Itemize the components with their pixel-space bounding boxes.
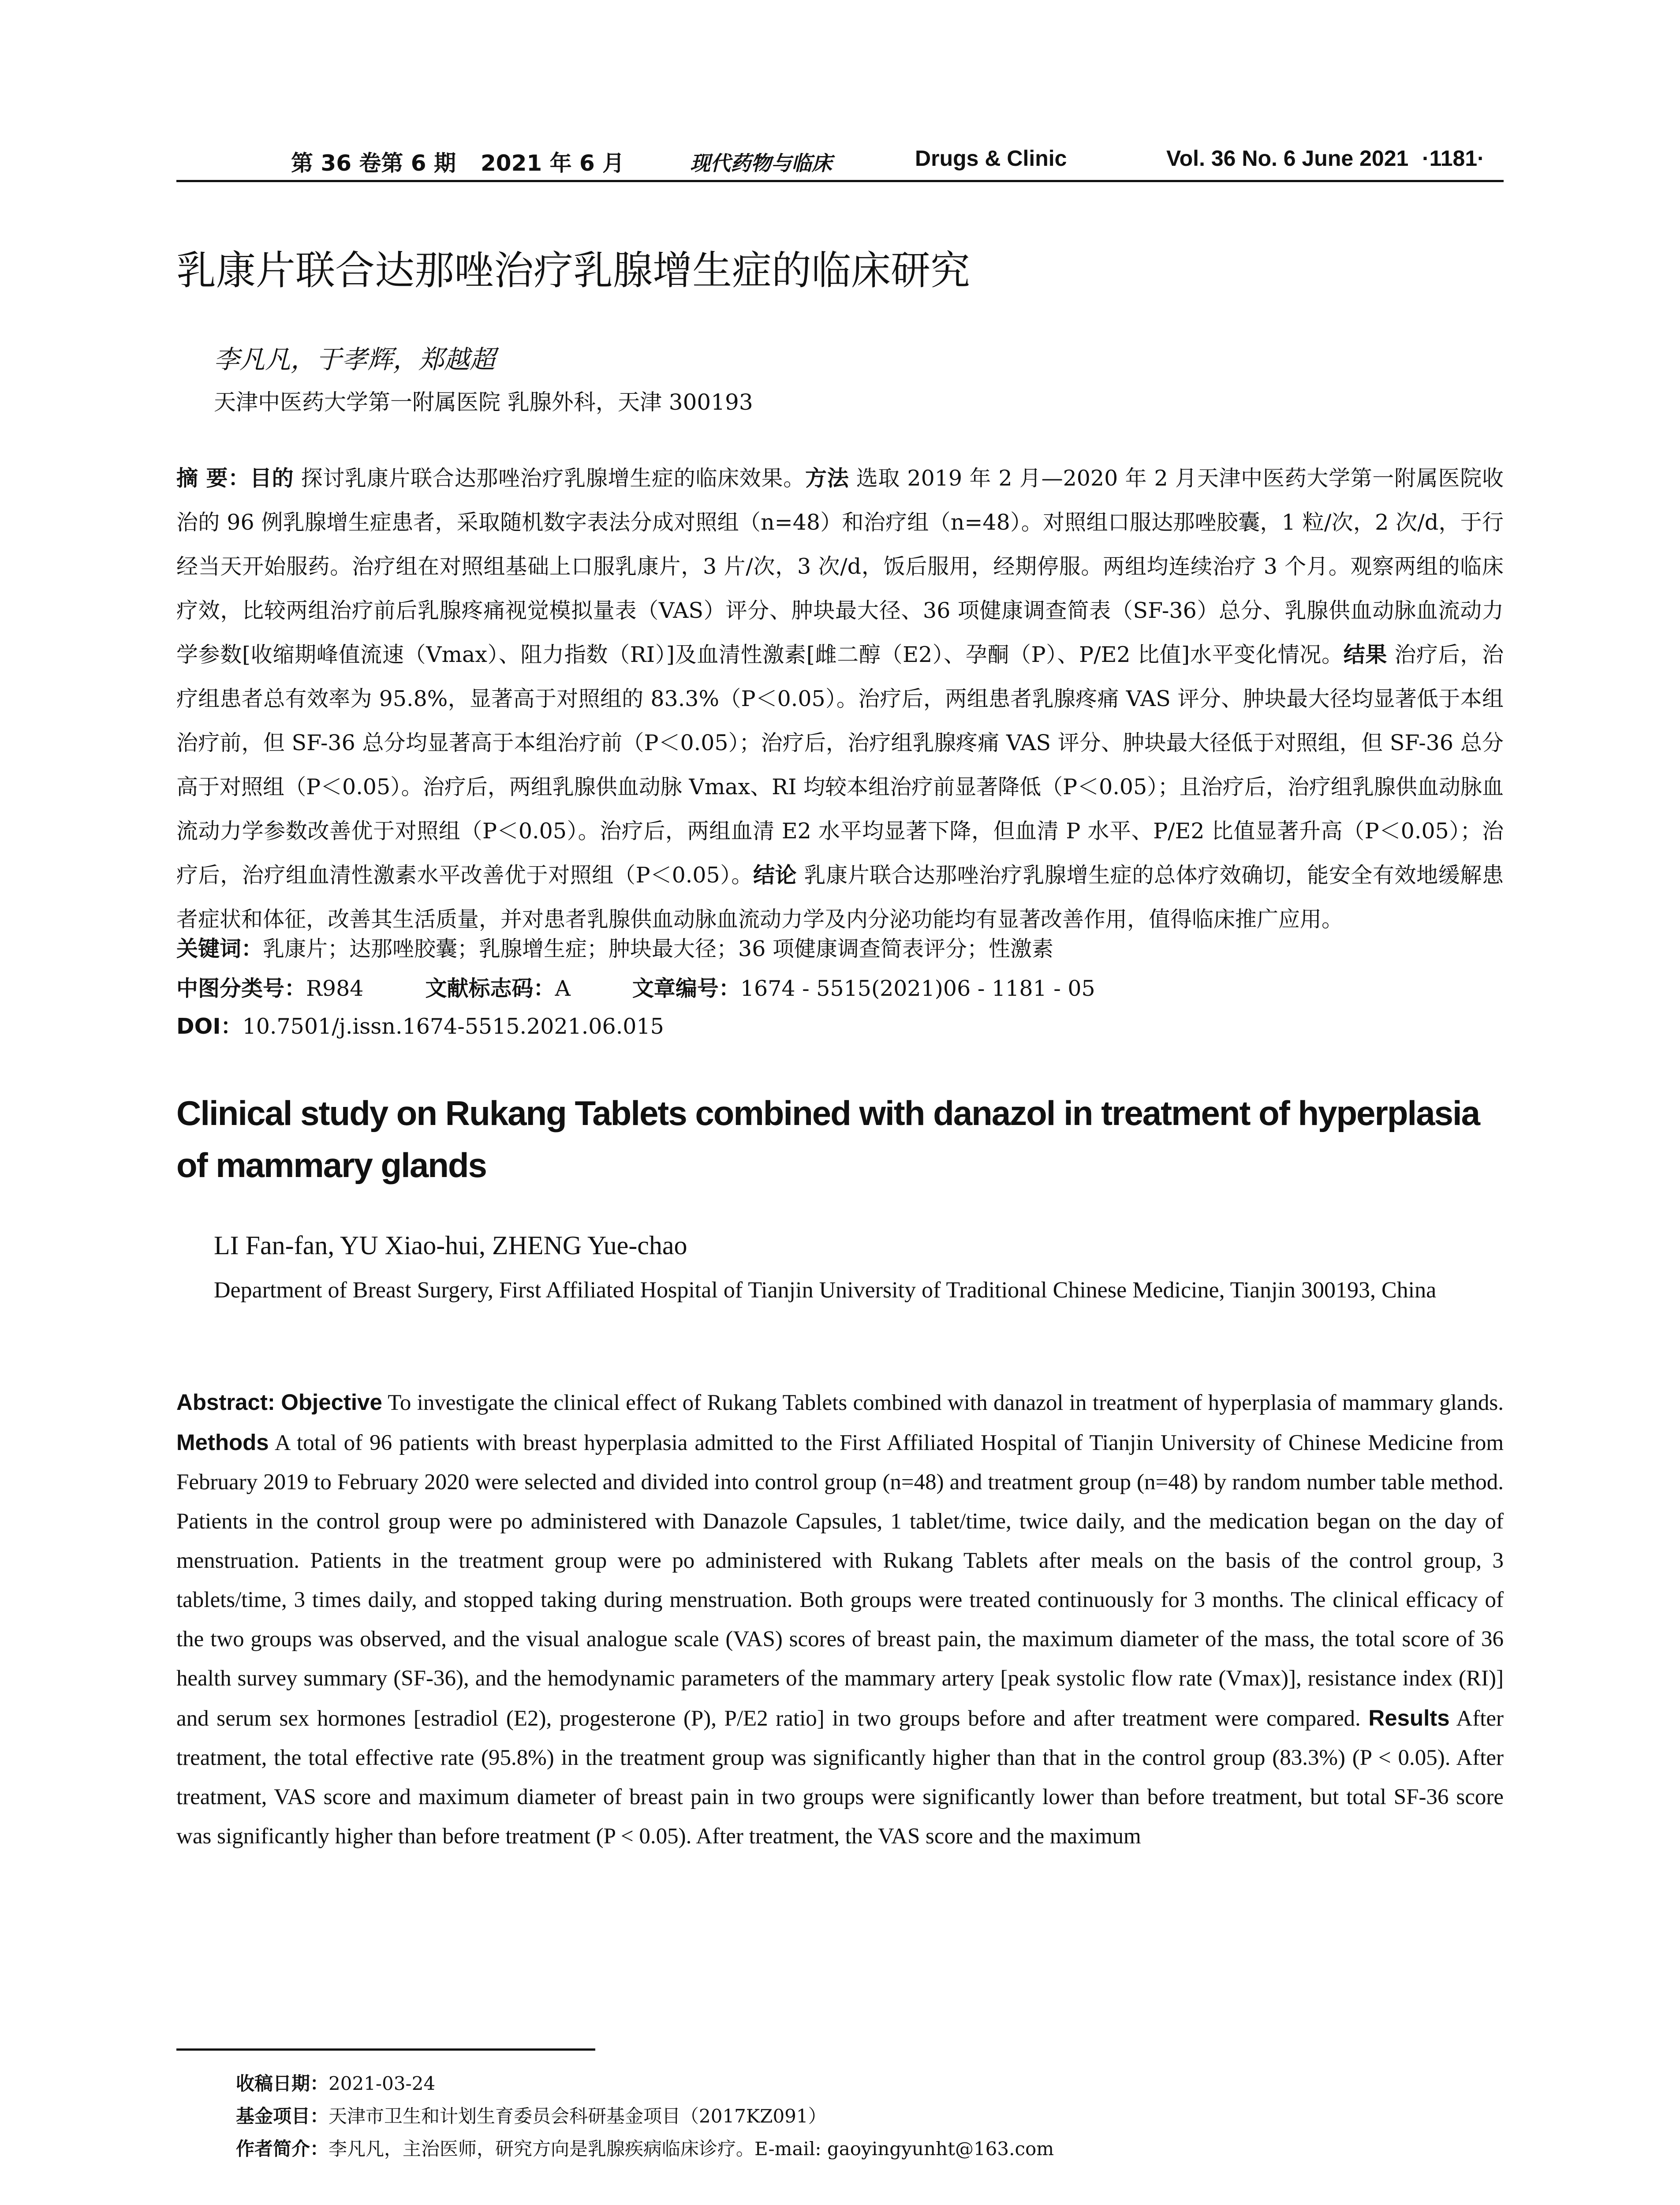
keywords-cn: 乳康片；达那唑胶囊；乳腺增生症；肿块最大径；36 项健康调查简表评分；性激素 [263,936,1053,961]
results-label-cn: 结果 [1343,642,1388,667]
abstract-en [176,1383,1504,1856]
article-id-value: 1674 - 5515(2021)06 - 1181 - 05 [740,976,1095,1001]
doi-value: 10.7501/j.issn.1674-5515.2021.06.015 [242,1014,664,1039]
header-journal-cn: 现代药物与临床 [690,151,832,175]
classification-line-cn [176,975,1504,1002]
header-page-number: ·1181· [1422,146,1485,171]
methods-text-cn: 选取 2019 年 2 月—2020 年 2 月天津中医药大学第一附属医院收治的 96 例乳腺增生症患者，采取随机数字表法分成对照组（n=48）和治疗组（n=48）。对照组口服达那唑胶囊，1 粒/次，2 次/d，于行经当天开始服药。治疗组在对照组基础上口服乳康片，3 片/次，3 次/d，饭后服用，经期停服。两组均连续治疗 3 个月。观察两组的临床疗效，比较两组治疗前后乳腺疼痛视觉模拟量表（VAS）评分、肿块最大径、36 项健康调查简表（SF-36）总分、乳腺供血动脉血流动力学参数[收缩期峰值流速（Vmax）、阻力指数（RI）]及血清性激素[雌二醇（E2）、孕酮（P）、P/E2 比值]水平变化情况。 [176,466,1504,667]
objective-text-en: To investigate the clinical effect of Rukang Tablets combined with danazol in treatment of hyperplasia of mammary glands. [388,1390,1504,1415]
results-text-en: After treatment, the total effective rate (95.8%) in the treatment group was significantly higher than that in the control group (83.3%) (P < 0.05). After treatment, VAS score and maximum diameter of breast pain in two groups were significantly lower than before treatment, but total SF-36 score was significantly higher than before treatment (P < 0.05). After treatment, the VAS score and the maximum [176,1706,1504,1849]
affiliation-cn: 天津中医药大学第一附属医院 乳腺外科，天津 300193 [214,389,753,415]
methods-label-cn: 方法 [805,466,849,491]
affiliation-en: Department of Breast Surgery, First Affiliated Hospital of Tianjin University of Traditional Chinese Medicine, Tianjin 300193, China [214,1278,1437,1303]
methods-text-en: A total of 96 patients with breast hyperplasia admitted to the First Affiliated Hospital of Tianjin University of Chinese Medicine from February 2019 to February 2020 were selected and divided into control group (n=48) and treatment group (n=48) by random number table method. Patients in the control group were po administered with Danazole Capsules, 1 tablet/time, twice daily, and the medication began on the day of menstruation. Patients in the treatment group were po administered with Rukang Tablets after meals on the basis of the control group, 3 tablets/time, 3 times daily, and stopped taking during menstruation. Both groups were treated continuously for 3 months. The clinical efficacy of the two groups was observed, and the visual analogue scale (VAS) scores of breast pain, the maximum diameter of the mass, the total score of 36 health survey summary (SF-36), and the hemodynamic parameters of the mammary artery [peak systolic flow rate (Vmax)], resistance index (RI)] and serum sex hormones [estradiol (E2), progesterone (P), P/E2 ratio] in two groups before and after treatment were compared. [176,1431,1504,1731]
keywords-line-cn [176,936,1504,962]
authors-cn: 李凡凡，于孝辉，郑越超 [214,344,496,374]
methods-label-en: Methods [176,1430,269,1455]
received-date-note [236,2067,1054,2100]
conclusion-label-cn: 结论 [753,863,797,888]
article-title-en: Clinical study on Rukang Tablets combined with danazol in treatment of hyperplasia of mammary glands [176,1094,1480,1185]
fund-note [236,2100,1054,2133]
header-volume-issue-cn: 第 36 卷第 6 期 [291,150,456,176]
received-label: 收稿日期： [236,2073,329,2094]
abstract-label-cn: 摘 要： [176,466,250,491]
doc-code-label: 文献标志码： [425,976,555,1001]
header-journal-en: Drugs & Clinic [915,146,1067,171]
footnote-divider [176,2048,595,2051]
author-bio-label: 作者简介： [236,2138,329,2160]
article-id-label: 文章编号： [632,976,740,1001]
doi-label: DOI： [176,1014,243,1039]
results-label-en: Results [1368,1705,1450,1730]
objective-label-en: Objective [281,1390,382,1415]
received-value: 2021-03-24 [329,2073,436,2094]
header-date-cn: 2021 年 6 月 [481,150,625,176]
author-bio-value: 李凡凡，主治医师，研究方向是乳腺疾病临床诊疗。E-mail: gaoyingyunht@163.com [329,2138,1054,2160]
abstract-cn [176,456,1504,942]
running-header [176,140,1504,182]
results-text-cn: 治疗后，治疗组患者总有效率为 95.8%，显著高于对照组的 83.3%（P＜0.05）。治疗后，两组患者乳腺疼痛 VAS 评分、肿块最大径均显著低于本组治疗前，但 SF-36 总分均显著高于本组治疗前（P＜0.05）；治疗后，治疗组乳腺疼痛 VAS 评分、肿块最大径低于对照组，但 SF-36 总分高于对照组（P＜0.05）。治疗后，两组乳腺供血动脉 Vmax、RI 均较本组治疗前显著降低（P＜0.05）；且治疗后，治疗组乳腺供血动脉血流动力学参数改善优于对照组（P＜0.05）。治疗后，两组血清 E2 水平均显著下降，但血清 P 水平、P/E2 比值显著升高（P＜0.05）；治疗后，治疗组血清性激素水平改善优于对照组（P＜0.05）。 [176,642,1504,888]
clc-value: R984 [306,976,364,1001]
doi-line [176,1013,1504,1040]
article-title-cn: 乳康片联合达那唑治疗乳腺增生症的临床研究 [176,247,970,294]
fund-value: 天津市卫生和计划生育委员会科研基金项目（2017KZ091） [329,2105,827,2127]
header-volume-issue-en: Vol. 36 No. 6 June 2021 [1166,146,1409,171]
fund-label: 基金项目： [236,2105,329,2127]
keywords-label-cn: 关键词： [176,936,263,961]
doc-code-value: A [555,976,571,1001]
objective-label-cn: 目的 [250,466,294,491]
clc-label: 中图分类号： [176,976,306,1001]
footnotes [236,2067,1054,2165]
authors-en: LI Fan-fan, YU Xiao-hui, ZHENG Yue-chao [214,1231,687,1260]
abstract-label-en: Abstract: [176,1390,275,1415]
conclusion-text-cn: 乳康片联合达那唑治疗乳腺增生症的总体疗效确切，能安全有效地缓解患者症状和体征，改善其生活质量，并对患者乳腺供血动脉血流动力学及内分泌功能均有显著改善作用，值得临床推广应用。 [176,863,1504,932]
author-bio-note [236,2133,1054,2165]
objective-text-cn: 探讨乳康片联合达那唑治疗乳腺增生症的临床效果。 [301,466,805,491]
